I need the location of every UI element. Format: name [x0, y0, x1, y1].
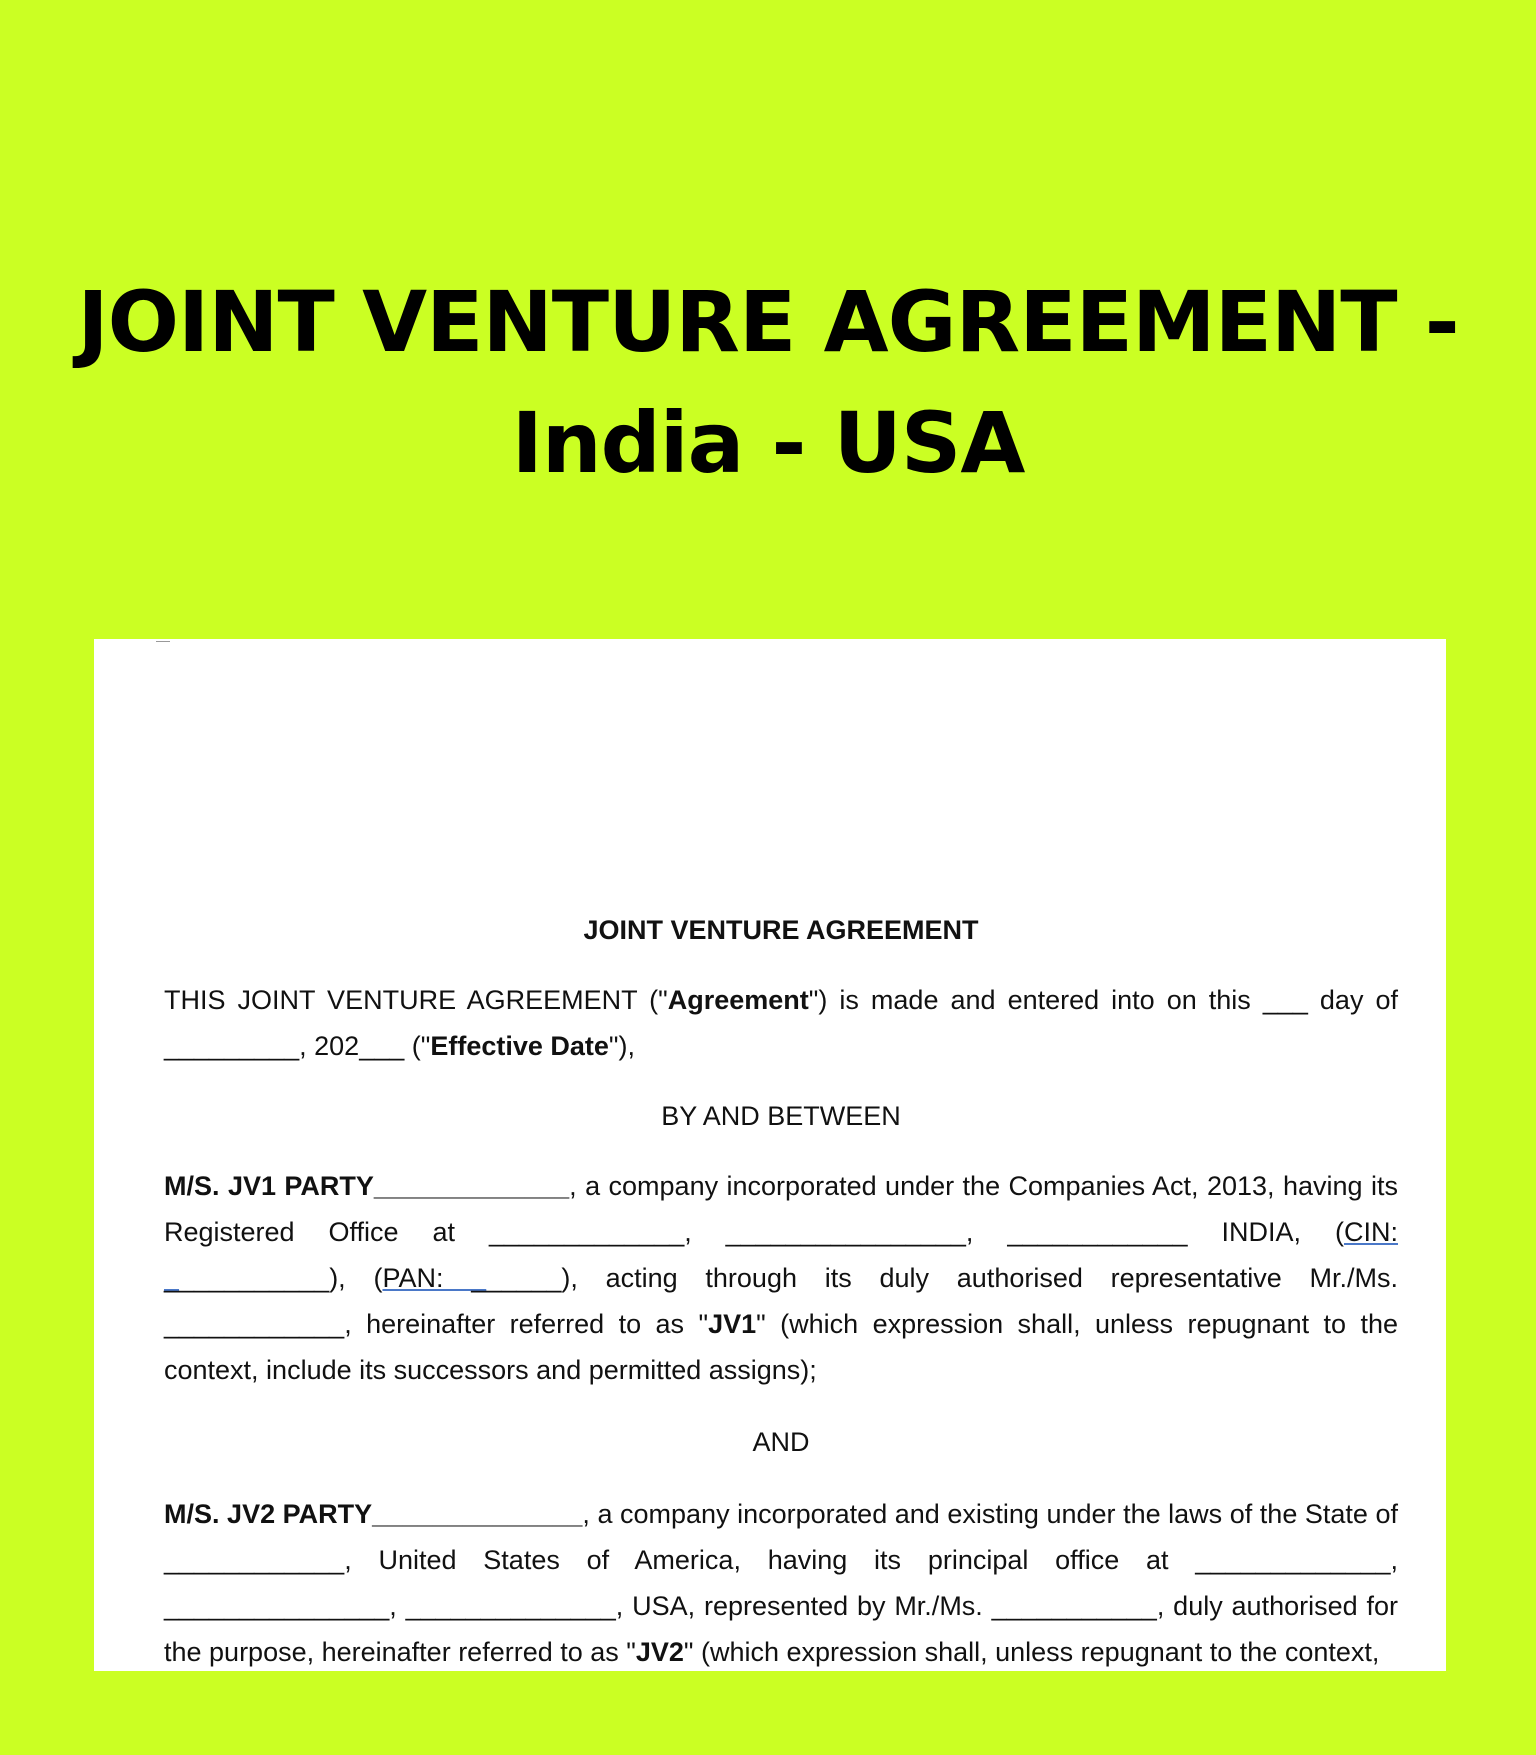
party-one-text-3: _____), acting through its duly authorised representative Mr./Ms. ____________, hereinafter referred to as "	[164, 1263, 1398, 1339]
intro-paragraph	[164, 977, 1398, 1069]
party-one-paragraph	[164, 1163, 1398, 1393]
intro-text-1: THIS JOINT VENTURE AGREEMENT ("	[164, 985, 668, 1015]
party-one-pan-label: PAN: _	[382, 1263, 487, 1293]
by-and-between-line: BY AND BETWEEN	[661, 1101, 901, 1131]
party-two-alias: JV2	[635, 1637, 684, 1667]
intro-term-agreement: Agreement	[667, 985, 809, 1015]
document-page-preview	[94, 639, 1446, 1671]
party-one-text-1: , a company incorporated under the Companies Act, 2013, having its Registered Office at _____________, ________________, ____________ INDIA, (	[164, 1171, 1398, 1247]
page-corner-mark	[156, 639, 170, 642]
intro-text-3: "),	[608, 1031, 635, 1061]
party-two-text-2: " (which expression shall, unless repugnant to the context,	[683, 1637, 1380, 1667]
banner-title-line-2: India - USA	[511, 394, 1025, 492]
party-one-cin-label: CIN: _	[164, 1217, 1398, 1293]
party-two-name: M/S. JV2 PARTY______________	[164, 1499, 583, 1529]
document-heading: JOINT VENTURE AGREEMENT	[583, 915, 979, 945]
party-one-name: M/S. JV1 PARTY_____________	[164, 1171, 570, 1201]
intro-term-effective-date: Effective Date	[430, 1031, 609, 1061]
party-one-text-4: " (which expression shall, unless repugnant to the context, include its successors and permitted assigns);	[164, 1309, 1398, 1385]
document-body	[164, 907, 1398, 1671]
and-separator: AND	[752, 1427, 810, 1457]
banner-title-line-1: JOINT VENTURE AGREEMENT -	[77, 273, 1459, 371]
party-one-text-2: __________), (	[179, 1263, 383, 1293]
party-two-paragraph	[164, 1491, 1398, 1671]
banner-title	[0, 262, 1536, 504]
party-one-alias: JV1	[708, 1309, 757, 1339]
party-two-text-1: , a company incorporated and existing under the laws of the State of ____________, United States of America, having its principal office at _____________, _______________, ______________, USA, represented by Mr./Ms. ___________, duly authorised for the purpose, hereinafter referred to as "	[164, 1499, 1399, 1667]
intro-text-2: ") is made and entered into on this ___ day of _________, 202___ ("	[164, 985, 1398, 1061]
